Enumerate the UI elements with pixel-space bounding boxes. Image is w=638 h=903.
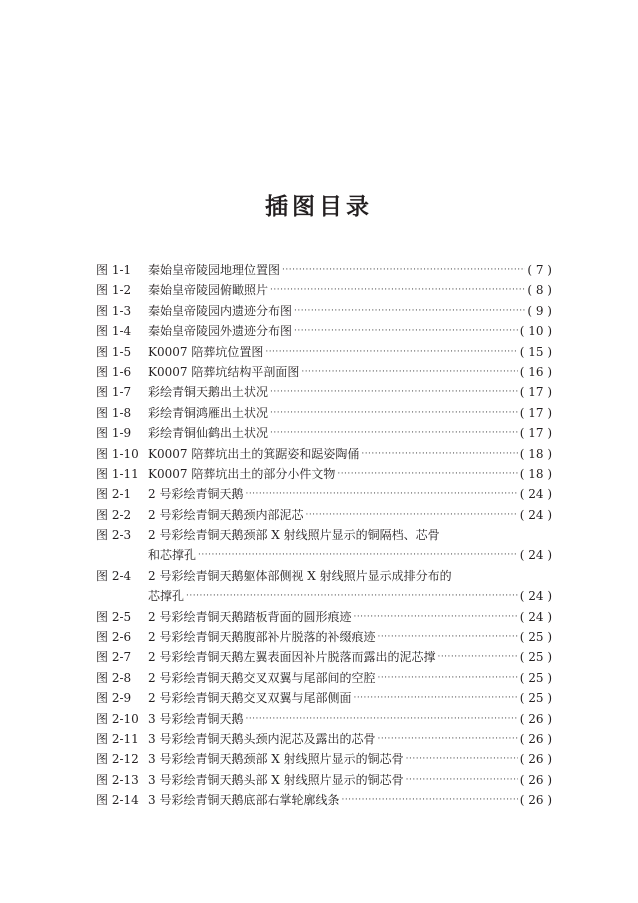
figure-title: 3 号彩绘青铜天鹅 — [148, 711, 244, 726]
page-number: ( 26 ) — [519, 711, 552, 726]
page-number: ( 18 ) — [519, 446, 552, 461]
figure-number: 图 2-7 — [96, 650, 132, 665]
figure-number: 图 2-10 — [96, 711, 139, 726]
page-number: ( 24 ) — [519, 609, 552, 624]
dot-leader — [301, 362, 517, 382]
toc-entry — [96, 749, 552, 769]
toc-entry — [96, 444, 552, 464]
figure-number: 图 1-2 — [96, 283, 132, 298]
figure-number: 图 1-10 — [96, 446, 139, 461]
dot-leader — [270, 423, 518, 443]
figure-number: 图 2-14 — [96, 793, 139, 808]
figure-number: 图 1-6 — [96, 364, 132, 379]
figure-title: 秦始皇帝陵园内遗迹分布图 — [148, 303, 293, 318]
figure-title: 彩绘青铜天鹅出土状况 — [148, 385, 269, 400]
toc-entry — [96, 627, 552, 647]
toc-entry — [96, 382, 552, 402]
figure-title: 2 号彩绘青铜天鹅 — [148, 487, 244, 502]
dot-leader — [305, 505, 517, 525]
page-number: ( 7 ) — [527, 263, 552, 277]
dot-leader — [406, 770, 518, 790]
figure-number: 图 1-9 — [96, 426, 132, 441]
dot-leader — [406, 749, 518, 769]
dot-leader — [341, 790, 517, 810]
page-number: ( 18 ) — [519, 466, 552, 481]
page-number: ( 26 ) — [519, 793, 552, 808]
page-number: ( 26 ) — [519, 731, 552, 746]
dot-leader — [294, 321, 518, 341]
figure-title: 3 号彩绘青铜天鹅头部 X 射线照片显示的铜芯骨 — [148, 772, 404, 787]
dot-leader — [353, 688, 517, 708]
page-number: ( 15 ) — [519, 344, 552, 359]
toc-entry — [96, 280, 552, 300]
figure-number: 图 2-5 — [96, 609, 132, 624]
dot-leader — [353, 607, 517, 627]
dot-leader — [265, 342, 517, 362]
toc-entry — [96, 709, 552, 729]
figure-number: 图 1-4 — [96, 324, 132, 339]
page-title: 插图目录 — [265, 193, 373, 220]
figure-title: 2 号彩绘青铜天鹅腹部补片脱落的补缀痕迹 — [148, 630, 376, 645]
toc-entry — [96, 321, 552, 341]
page-number: ( 17 ) — [519, 385, 552, 400]
figure-title: 2 号彩绘青铜天鹅左翼表面因补片脱落而露出的泥芯撑 — [148, 650, 436, 665]
figure-title-continuation: 和芯撑孔 — [148, 548, 197, 563]
toc-entry — [96, 505, 552, 525]
figure-title: 秦始皇帝陵园外遗迹分布图 — [148, 324, 293, 339]
dot-leader — [361, 444, 517, 464]
figure-title: K0007 陪葬坑出土的箕踞姿和跽姿陶俑 — [148, 446, 360, 461]
figure-title: 2 号彩绘青铜天鹅颈内部泥芯 — [148, 507, 304, 522]
figure-title: K0007 陪葬坑结构平剖面图 — [148, 364, 300, 379]
toc-entry — [96, 607, 552, 627]
figure-number: 图 2-8 — [96, 670, 132, 685]
figure-title: 秦始皇帝陵园俯瞰照片 — [148, 283, 269, 298]
figure-number: 图 1-3 — [96, 303, 132, 318]
figure-number: 图 2-3 — [96, 528, 132, 543]
toc-entry — [96, 566, 552, 586]
toc-entry — [96, 342, 552, 362]
page-number: ( 25 ) — [519, 630, 552, 645]
page-number: ( 16 ) — [519, 364, 552, 379]
page-number: ( 8 ) — [527, 283, 552, 298]
figure-number: 图 1-8 — [96, 405, 132, 420]
dot-leader — [186, 586, 518, 606]
page-number: ( 17 ) — [519, 426, 552, 441]
figure-title: 2 号彩绘青铜天鹅颈部 X 射线照片显示的铜隔档、芯骨 — [148, 528, 440, 543]
figure-title: 3 号彩绘青铜天鹅底部右掌轮廓线条 — [148, 793, 340, 808]
toc-entry — [96, 525, 552, 545]
dot-leader — [294, 301, 525, 321]
page-number: ( 26 ) — [519, 752, 552, 767]
page-number: ( 24 ) — [519, 589, 552, 604]
toc-entry — [96, 647, 552, 667]
page-number: ( 9 ) — [527, 303, 552, 318]
toc-entry — [96, 464, 552, 484]
dot-leader — [437, 647, 517, 667]
dot-leader — [245, 709, 517, 729]
dot-leader — [270, 280, 525, 300]
figure-number: 图 2-6 — [96, 630, 132, 645]
toc-entry — [96, 260, 552, 280]
figure-number: 图 2-2 — [96, 507, 132, 522]
page-number: ( 10 ) — [519, 324, 552, 339]
dot-leader — [282, 260, 525, 280]
figure-title: 彩绘青铜仙鹤出土状况 — [148, 426, 269, 441]
toc-entry — [96, 423, 552, 443]
page-number: ( 25 ) — [519, 650, 552, 665]
toc-entry — [96, 770, 552, 790]
dot-leader — [270, 403, 518, 423]
toc-entry-continuation — [96, 545, 552, 565]
figure-number: 图 1-7 — [96, 385, 132, 400]
page-number: ( 25 ) — [519, 691, 552, 706]
page-number: ( 24 ) — [519, 487, 552, 502]
figure-title: 彩绘青铜鸿雁出土状况 — [148, 405, 269, 420]
page-number: ( 24 ) — [519, 548, 552, 563]
figure-number: 图 1-5 — [96, 344, 132, 359]
toc-entry — [96, 668, 552, 688]
figure-title: 3 号彩绘青铜天鹅颈部 X 射线照片显示的铜芯骨 — [148, 752, 404, 767]
dot-leader — [337, 464, 517, 484]
toc-entry — [96, 790, 552, 810]
toc-entry — [96, 688, 552, 708]
figure-title: 2 号彩绘青铜天鹅交叉双翼与尾部侧面 — [148, 691, 352, 706]
dot-leader — [377, 627, 517, 647]
page-number: ( 17 ) — [519, 405, 552, 420]
figure-number: 图 2-9 — [96, 691, 132, 706]
dot-leader — [198, 545, 518, 565]
toc-entry — [96, 484, 552, 504]
figure-title: 2 号彩绘青铜天鹅踏板背面的圆形痕迹 — [148, 609, 352, 624]
figure-number: 图 1-11 — [96, 466, 139, 481]
figure-number: 图 2-1 — [96, 487, 132, 502]
page-number: ( 25 ) — [519, 670, 552, 685]
figure-number: 图 2-12 — [96, 752, 139, 767]
dot-leader — [377, 668, 517, 688]
toc-entry — [96, 362, 552, 382]
toc-entry — [96, 403, 552, 423]
figure-title: K0007 陪葬坑位置图 — [148, 344, 264, 359]
dot-leader — [377, 729, 517, 749]
figure-number: 图 2-13 — [96, 772, 139, 787]
figure-title: 2 号彩绘青铜天鹅交叉双翼与尾部间的空腔 — [148, 670, 376, 685]
figure-number: 图 1-1 — [96, 263, 132, 277]
page-number: ( 24 ) — [519, 507, 552, 522]
dot-leader — [245, 484, 517, 504]
figure-title: 3 号彩绘青铜天鹅头颈内泥芯及露出的芯骨 — [148, 731, 376, 746]
figure-list — [96, 260, 552, 811]
figure-number: 图 2-4 — [96, 568, 132, 583]
figure-title-continuation: 芯撑孔 — [148, 589, 185, 604]
toc-entry — [96, 301, 552, 321]
toc-entry-continuation — [96, 586, 552, 606]
figure-title: 秦始皇帝陵园地理位置图 — [148, 263, 281, 277]
figure-number: 图 2-11 — [96, 731, 139, 746]
figure-title: K0007 陪葬坑出土的部分小件文物 — [148, 466, 336, 481]
figure-title: 2 号彩绘青铜天鹅躯体部侧视 X 射线照片显示成排分布的 — [148, 568, 452, 583]
dot-leader — [270, 382, 518, 402]
page-number: ( 26 ) — [519, 772, 552, 787]
toc-entry — [96, 729, 552, 749]
